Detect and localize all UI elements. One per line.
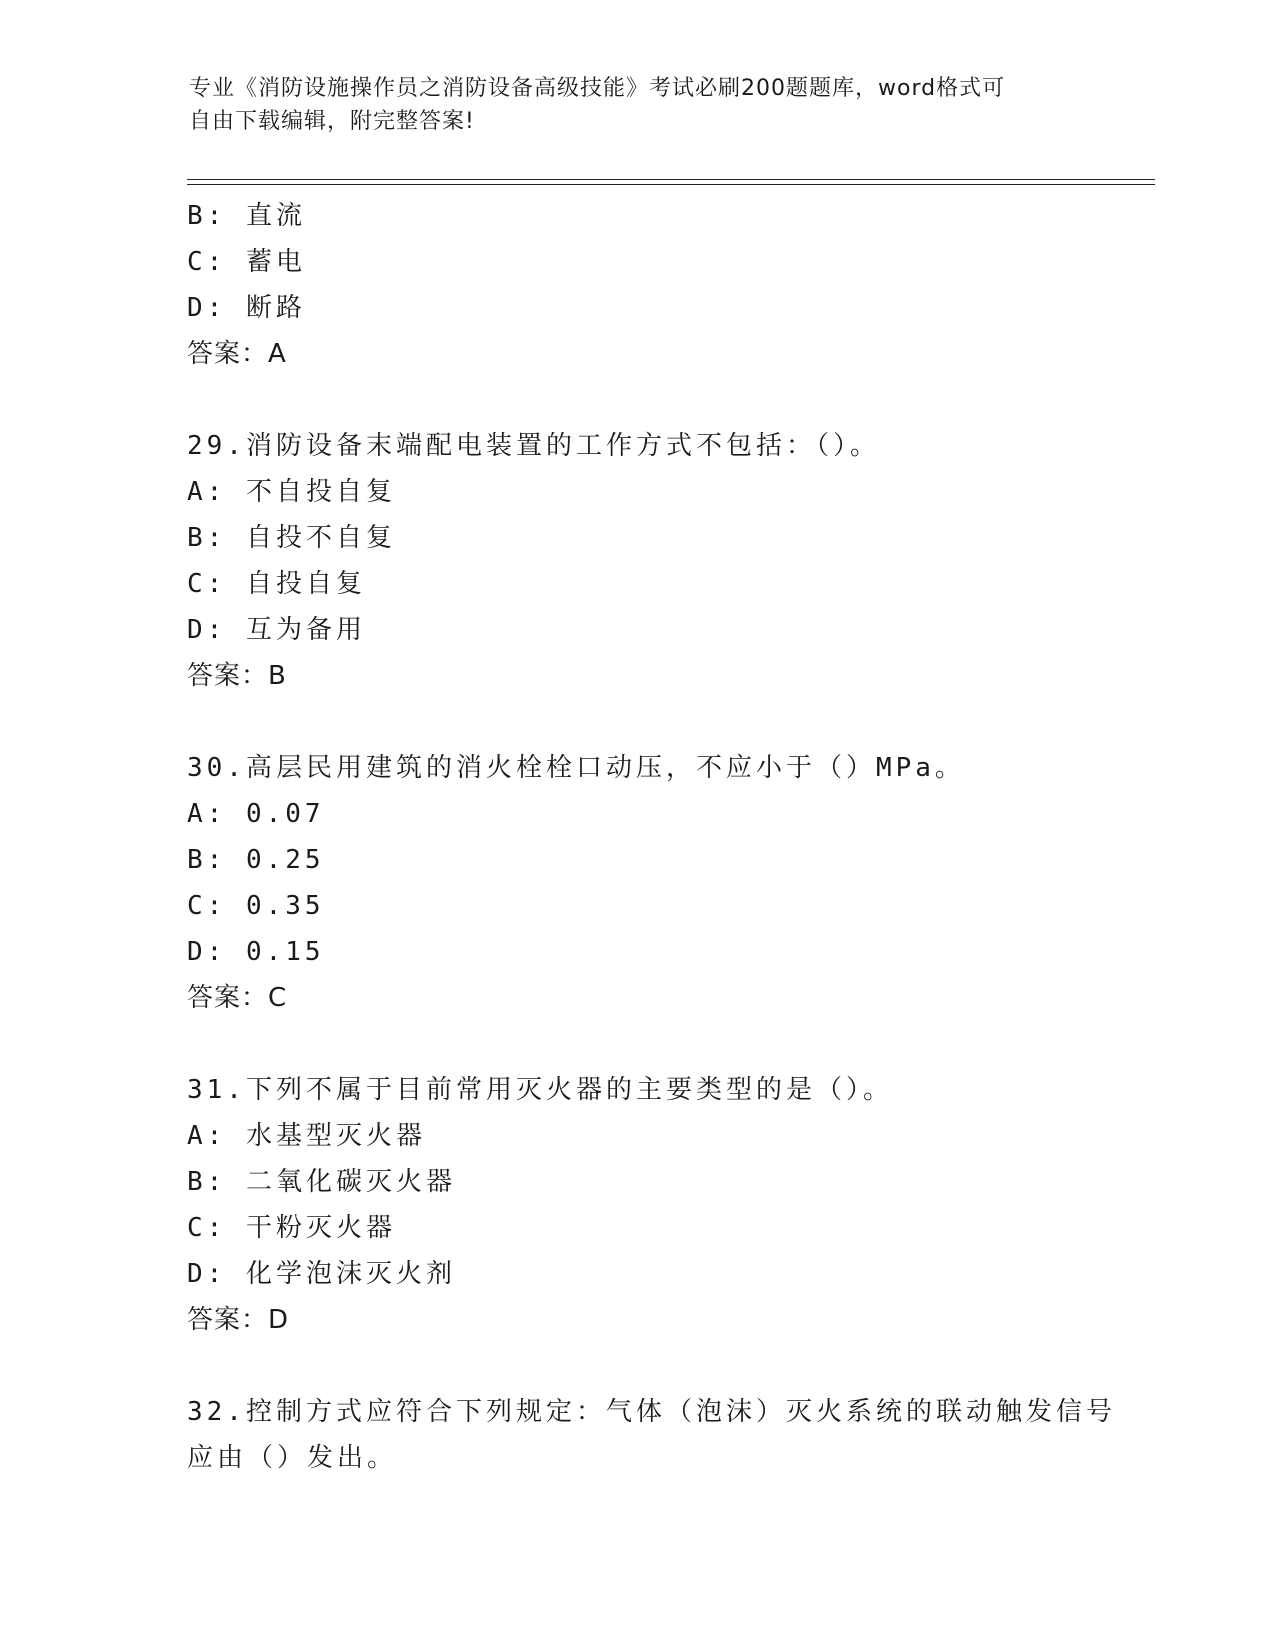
option-d: D: 化学泡沫灭火剂 — [187, 1259, 456, 1289]
spacer — [187, 377, 1147, 423]
spacer — [187, 1343, 1147, 1389]
question-block-32 — [187, 1389, 1147, 1481]
question-text: 31.下列不属于目前常用灭火器的主要类型的是（）。 — [187, 1075, 893, 1105]
option-c: C: 自投自复 — [187, 569, 366, 599]
header-title-line-1: 专业《消防设施操作员之消防设备高级技能》考试必刷200题题库，word格式可 — [189, 76, 1006, 101]
option-a: A: 水基型灭火器 — [187, 1121, 426, 1151]
spacer — [187, 699, 1147, 745]
option-d: D: 断路 — [187, 293, 306, 323]
answer-line: 答案：B — [187, 661, 287, 691]
option-a: A: 不自投自复 — [187, 477, 396, 507]
question-block-29 — [187, 423, 1147, 699]
question-text-line-1: 32.控制方式应符合下列规定：气体（泡沫）灭火系统的联动触发信号 — [187, 1397, 1116, 1427]
option-b: B: 二氧化碳灭火器 — [187, 1167, 456, 1197]
question-text-line-2: 应由（）发出。 — [187, 1443, 398, 1473]
question-text: 29.消防设备末端配电装置的工作方式不包括：（）。 — [187, 431, 880, 461]
option-c: C: 干粉灭火器 — [187, 1213, 396, 1243]
option-c: C: 蓄电 — [187, 247, 306, 277]
option-b: B: 直流 — [187, 201, 306, 231]
question-content — [187, 193, 1147, 1481]
option-b: B: 自投不自复 — [187, 523, 396, 553]
question-block-30 — [187, 745, 1147, 1021]
header-divider-bottom — [187, 184, 1155, 185]
question-block-31 — [187, 1067, 1147, 1343]
header-divider-top — [187, 179, 1155, 180]
question-text: 30.高层民用建筑的消火栓栓口动压，不应小于（）MPa。 — [187, 753, 965, 783]
option-d: D: 互为备用 — [187, 615, 366, 645]
option-c: C: 0.35 — [187, 891, 325, 921]
spacer — [187, 1021, 1147, 1067]
option-b: B: 0.25 — [187, 845, 325, 875]
answer-line: 答案：D — [187, 1305, 290, 1335]
option-d: D: 0.15 — [187, 937, 325, 967]
answer-line: 答案：A — [187, 339, 287, 369]
option-a: A: 0.07 — [187, 799, 325, 829]
document-header — [189, 72, 1089, 138]
question-block-partial — [187, 193, 1147, 377]
answer-line: 答案：C — [187, 983, 288, 1013]
header-title-line-2: 自由下载编辑，附完整答案! — [189, 109, 475, 134]
